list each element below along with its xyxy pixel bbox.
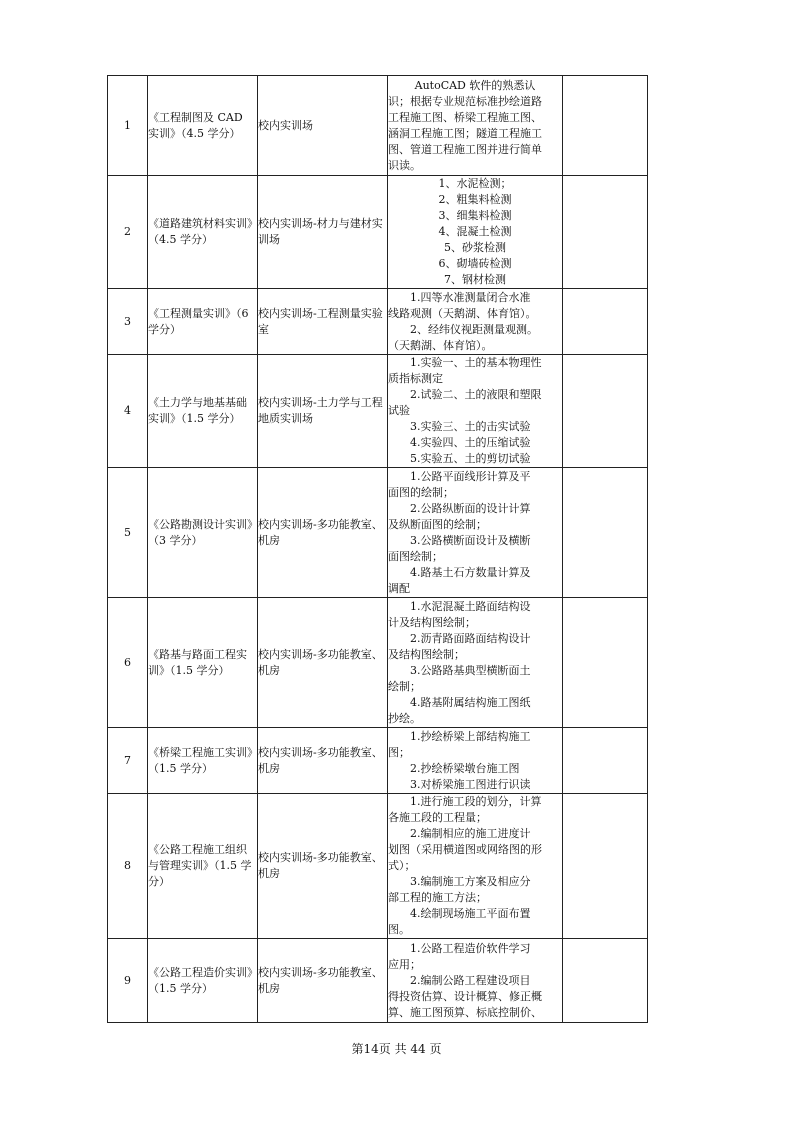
training-content [388, 939, 563, 1023]
content-line: 涵洞工程施工图；隧道工程施工 [388, 126, 542, 140]
row-number: 4 [108, 355, 148, 468]
remarks-cell [563, 939, 648, 1023]
remarks-cell [563, 355, 648, 468]
table-row [108, 76, 648, 176]
content-line: 3.实验三、土的击实试验 [410, 420, 531, 433]
content-line: 7、钢材检测 [444, 273, 506, 286]
course-name: 《路基与路面工程实训》（1.5 学分） [148, 598, 258, 728]
training-venue: 校内实训场 [258, 76, 388, 176]
content-line: 2.沥青路面路面结构设计 [410, 631, 531, 645]
training-venue: 校内实训场-工程测量实验室 [258, 289, 388, 355]
course-name: 《公路勘测设计实训》（3 学分） [148, 468, 258, 598]
remarks-cell [563, 176, 648, 289]
table-body [108, 76, 648, 1023]
training-content [388, 598, 563, 728]
training-venue: 校内实训场-多功能教室、机房 [258, 468, 388, 598]
content-line: 1.抄绘桥梁上部结构施工 [410, 729, 531, 743]
content-line: 6、砌墙砖检测 [438, 257, 512, 270]
content-line: 1.进行施工段的划分，计算 [410, 795, 542, 808]
content-line: 应用； [388, 957, 421, 971]
content-line: 识；根据专业规范标准抄绘道路 [388, 94, 542, 108]
content-line: 图。 [388, 923, 410, 936]
content-line: 1.实验一、土的基本物理性 [410, 356, 542, 369]
training-venue: 校内实训场-多功能教室、机房 [258, 728, 388, 794]
content-line: 式）； [388, 859, 416, 872]
training-content [388, 176, 563, 289]
content-line: 4、混凝土检测 [438, 225, 512, 238]
content-line: 4.路基附属结构施工图纸 [410, 695, 531, 709]
remarks-cell [563, 289, 648, 355]
remarks-cell [563, 76, 648, 176]
training-venue: 校内实训场-材力与建材实训场 [258, 176, 388, 289]
course-name: 《桥梁工程施工实训》（1.5 学分） [148, 728, 258, 794]
content-line: 识读。 [388, 158, 421, 172]
content-line: 3.编制施工方案及相应分 [410, 875, 531, 888]
table-row [108, 794, 648, 939]
content-line: 1.水泥混凝土路面结构设 [410, 599, 531, 613]
training-venue: 校内实训场-多功能教室、机房 [258, 939, 388, 1023]
row-number: 7 [108, 728, 148, 794]
content-line: 3.对桥梁施工图进行识读 [410, 777, 531, 791]
content-line: 1.公路平面线形计算及平 [410, 469, 531, 483]
course-name: 《公路工程造价实训》（1.5 学分） [148, 939, 258, 1023]
remarks-cell [563, 728, 648, 794]
content-line: 质指标测定 [388, 372, 443, 385]
content-line: 得投资估算、设计概算、修正概 [388, 989, 542, 1003]
content-line: AutoCAD 软件的熟悉认 [414, 78, 536, 92]
training-content [388, 468, 563, 598]
practice-course-table [107, 75, 648, 1023]
content-line: 及纵断面图的绘制； [388, 517, 487, 531]
content-line: 1.四等水准测量闭合水准 [410, 290, 531, 304]
training-content [388, 794, 563, 939]
row-number: 3 [108, 289, 148, 355]
content-line: 2、经纬仪视距测量观测。 [410, 322, 538, 336]
content-line: 工程施工图、桥梁工程施工图、 [388, 110, 542, 124]
row-number: 6 [108, 598, 148, 728]
course-name: 《道路建筑材料实训》（4.5 学分） [148, 176, 258, 289]
content-line: 3.公路横断面设计及横断 [410, 533, 531, 547]
table-row [108, 289, 648, 355]
remarks-cell [563, 468, 648, 598]
content-line: 3、细集料检测 [438, 209, 512, 222]
table-row [108, 598, 648, 728]
content-line: 绘制； [388, 679, 421, 693]
training-content [388, 355, 563, 468]
table-row [108, 468, 648, 598]
content-line: 5、砂浆检测 [444, 241, 506, 254]
content-line: 4.路基土石方数量计算及 [410, 565, 531, 579]
content-line: 2.编制公路工程建设项目 [410, 973, 531, 987]
content-line: 图； [388, 745, 410, 759]
content-line: 2.编制相应的施工进度计 [410, 827, 531, 840]
row-number: 1 [108, 76, 148, 176]
content-line: 4.绘制现场施工平面布置 [410, 907, 531, 920]
content-line: 抄绘。 [388, 711, 421, 725]
content-line: 试验 [388, 404, 410, 417]
content-line: 4.实验四、土的压缩试验 [410, 436, 531, 449]
content-line: 调配 [388, 581, 410, 595]
page-number: 第14页 共 44 页 [351, 1042, 442, 1056]
content-line: 计及结构图绘制； [388, 615, 476, 629]
table-row [108, 355, 648, 468]
content-line: 图、管道工程施工图并进行简单 [388, 142, 542, 156]
training-venue: 校内实训场-土力学与工程地质实训场 [258, 355, 388, 468]
row-number: 8 [108, 794, 148, 939]
content-line: 及结构图绘制； [388, 647, 465, 661]
content-line: 划图（采用横道图或网络图的形 [388, 843, 542, 856]
content-line: 1.公路工程造价软件学习 [410, 941, 531, 955]
row-number: 5 [108, 468, 148, 598]
content-line: 2、粗集料检测 [438, 193, 512, 206]
table-row [108, 939, 648, 1023]
row-number: 9 [108, 939, 148, 1023]
content-line: 面图的绘制； [388, 485, 454, 499]
training-venue: 校内实训场-多功能教室、机房 [258, 794, 388, 939]
course-name: 《公路工程施工组织与管理实训》（1.5 学分） [148, 794, 258, 939]
content-line: 2.抄绘桥梁墩台施工图 [410, 761, 520, 775]
content-line: 1、水泥检测； [438, 177, 512, 190]
training-content [388, 76, 563, 176]
content-line: （天鹅湖、体育馆）。 [388, 338, 493, 352]
row-number: 2 [108, 176, 148, 289]
remarks-cell [563, 598, 648, 728]
content-line: 3.公路路基典型横断面土 [410, 663, 531, 677]
course-name: 《工程测量实训》（6 学分） [148, 289, 258, 355]
content-line: 各施工段的工程量； [388, 811, 487, 824]
table-row [108, 728, 648, 794]
content-line: 2.试验二、土的液限和塑限 [410, 388, 542, 401]
content-line: 算、施工图预算、标底控制价、 [388, 1005, 542, 1019]
content-line: 部工程的施工方法； [388, 891, 487, 904]
course-name: 《土力学与地基基础实训》（1.5 学分） [148, 355, 258, 468]
training-venue: 校内实训场-多功能教室、机房 [258, 598, 388, 728]
content-line: 面图绘制； [388, 549, 443, 563]
training-content [388, 289, 563, 355]
table-row [108, 176, 648, 289]
course-name: 《工程制图及 CAD 实训》（4.5 学分） [148, 76, 258, 176]
remarks-cell [563, 794, 648, 939]
content-line: 5.实验五、土的剪切试验 [410, 452, 531, 465]
content-line: 线路观测（天鹅湖、体育馆）。 [388, 306, 537, 320]
content-line: 2.公路纵断面的设计计算 [410, 501, 531, 515]
training-content [388, 728, 563, 794]
